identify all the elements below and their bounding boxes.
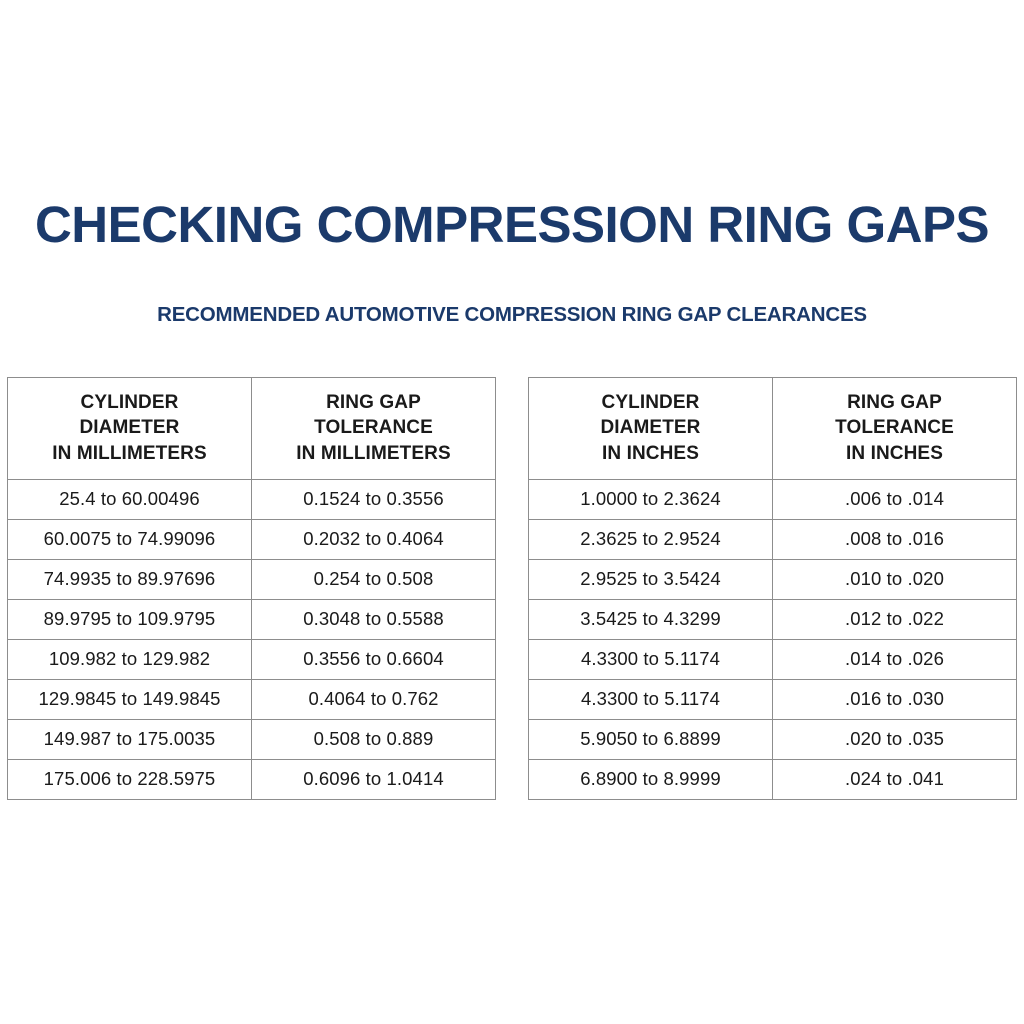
table-row — [8, 639, 496, 679]
cell-ring-gap-tolerance: .014 to .026 — [773, 639, 1017, 679]
cell-cylinder-diameter: 74.9935 to 89.97696 — [8, 559, 252, 599]
table-row — [529, 479, 1017, 519]
metric-table-head — [8, 378, 496, 480]
cell-cylinder-diameter: 6.8900 to 8.9999 — [529, 759, 773, 799]
cell-ring-gap-tolerance: 0.254 to 0.508 — [252, 559, 496, 599]
header-line: TOLERANCE — [314, 417, 433, 439]
page-title: CHECKING COMPRESSION RING GAPS — [34, 196, 990, 253]
table-row — [8, 599, 496, 639]
header-line: IN INCHES — [846, 442, 943, 464]
table-row — [8, 679, 496, 719]
imperial-table-body — [529, 479, 1017, 799]
cell-cylinder-diameter: 25.4 to 60.00496 — [8, 479, 252, 519]
cell-ring-gap-tolerance: .006 to .014 — [773, 479, 1017, 519]
cell-ring-gap-tolerance: .012 to .022 — [773, 599, 1017, 639]
table-row — [529, 719, 1017, 759]
cell-cylinder-diameter: 109.982 to 129.982 — [8, 639, 252, 679]
table-row — [529, 599, 1017, 639]
cell-cylinder-diameter: 1.0000 to 2.3624 — [529, 479, 773, 519]
cell-ring-gap-tolerance: 0.1524 to 0.3556 — [252, 479, 496, 519]
table-row — [529, 639, 1017, 679]
metric-header-cylinder-diameter — [8, 378, 252, 480]
cell-ring-gap-tolerance: 0.3048 to 0.5588 — [252, 599, 496, 639]
cell-cylinder-diameter: 2.3625 to 2.9524 — [529, 519, 773, 559]
cell-ring-gap-tolerance: 0.508 to 0.889 — [252, 719, 496, 759]
header-line: RING GAP — [847, 392, 942, 413]
cell-ring-gap-tolerance: 0.6096 to 1.0414 — [252, 759, 496, 799]
imperial-table — [528, 377, 1017, 800]
cell-cylinder-diameter: 129.9845 to 149.9845 — [8, 679, 252, 719]
imperial-header-cylinder-diameter — [529, 378, 773, 480]
cell-cylinder-diameter: 89.9795 to 109.9795 — [8, 599, 252, 639]
imperial-table-head — [529, 378, 1017, 480]
header-line: CYLINDER — [601, 392, 700, 413]
imperial-header-ring-gap-tolerance — [773, 378, 1017, 480]
table-row — [8, 719, 496, 759]
page-subtitle: RECOMMENDED AUTOMOTIVE COMPRESSION RING GAP CLEARANCES — [157, 303, 867, 326]
cell-cylinder-diameter: 4.3300 to 5.1174 — [529, 639, 773, 679]
table-row — [8, 759, 496, 799]
cell-cylinder-diameter: 175.006 to 228.5975 — [8, 759, 252, 799]
header-line: RING GAP — [326, 392, 421, 413]
cell-ring-gap-tolerance: .020 to .035 — [773, 719, 1017, 759]
cell-ring-gap-tolerance: 0.4064 to 0.762 — [252, 679, 496, 719]
cell-ring-gap-tolerance: .024 to .041 — [773, 759, 1017, 799]
table-row — [529, 559, 1017, 599]
cell-cylinder-diameter: 5.9050 to 6.8899 — [529, 719, 773, 759]
cell-cylinder-diameter: 60.0075 to 74.99096 — [8, 519, 252, 559]
cell-cylinder-diameter: 149.987 to 175.0035 — [8, 719, 252, 759]
metric-header-ring-gap-tolerance — [252, 378, 496, 480]
table-row — [529, 759, 1017, 799]
header-line: DIAMETER — [600, 417, 701, 439]
cell-cylinder-diameter: 4.3300 to 5.1174 — [529, 679, 773, 719]
metric-table-body — [8, 479, 496, 799]
cell-cylinder-diameter: 3.5425 to 4.3299 — [529, 599, 773, 639]
table-row — [529, 519, 1017, 559]
header-line: CYLINDER — [80, 392, 179, 413]
table-row — [8, 519, 496, 559]
header-line: DIAMETER — [79, 417, 180, 439]
table-header-row — [529, 378, 1017, 480]
cell-cylinder-diameter: 2.9525 to 3.5424 — [529, 559, 773, 599]
header-line: IN MILLIMETERS — [52, 442, 207, 464]
cell-ring-gap-tolerance: 0.2032 to 0.4064 — [252, 519, 496, 559]
tables-container — [0, 377, 1024, 800]
header-line: TOLERANCE — [835, 417, 954, 439]
header-line: IN INCHES — [602, 442, 699, 464]
cell-ring-gap-tolerance: .010 to .020 — [773, 559, 1017, 599]
table-header-row — [8, 378, 496, 480]
cell-ring-gap-tolerance: .016 to .030 — [773, 679, 1017, 719]
table-row — [8, 479, 496, 519]
table-row — [529, 679, 1017, 719]
metric-table — [7, 377, 496, 800]
table-row — [8, 559, 496, 599]
header-line: IN MILLIMETERS — [296, 442, 451, 464]
cell-ring-gap-tolerance: .008 to .016 — [773, 519, 1017, 559]
cell-ring-gap-tolerance: 0.3556 to 0.6604 — [252, 639, 496, 679]
